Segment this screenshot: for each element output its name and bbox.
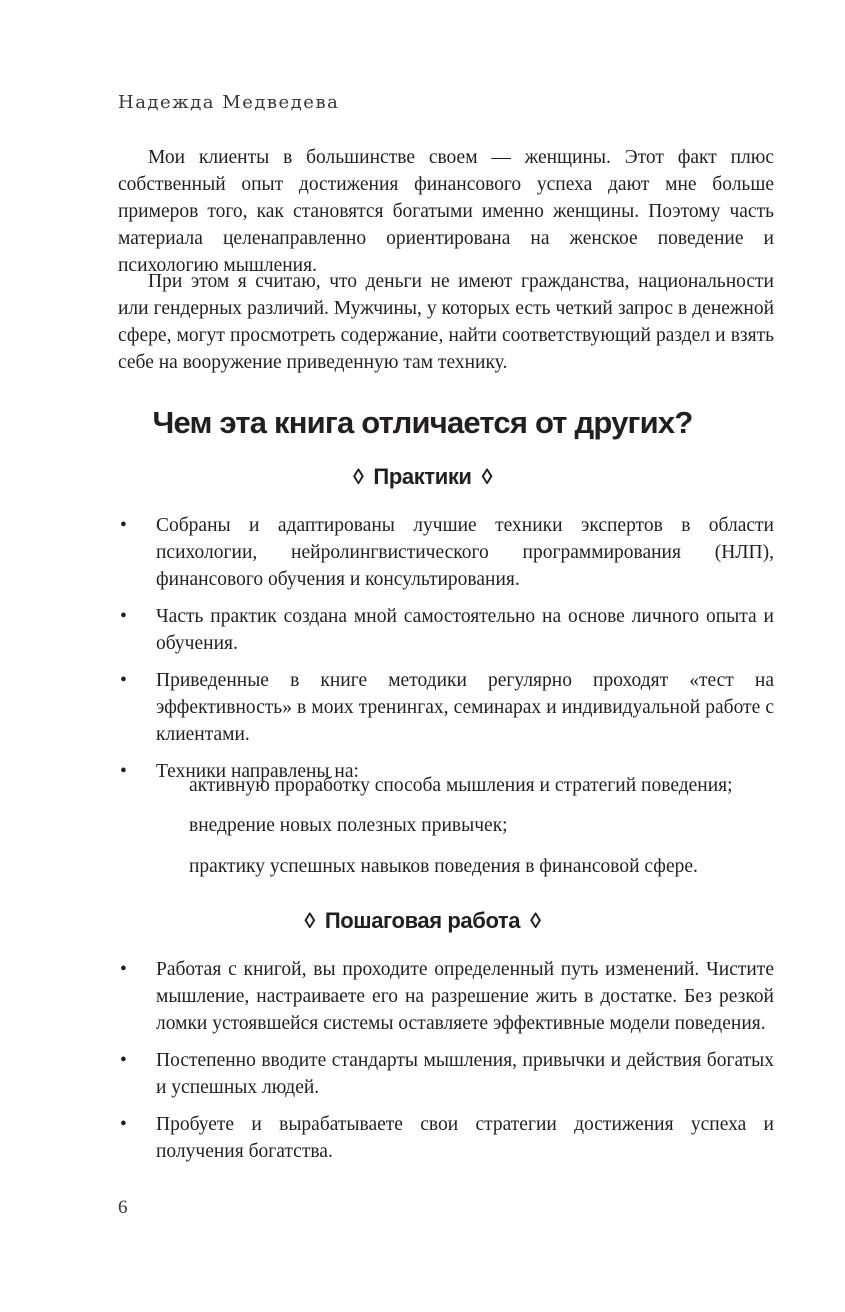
diamond-ornament-icon: ◊ <box>481 464 493 489</box>
list-item-text: Собраны и адаптированы лучшие техники экспертов в области психологии, нейролингвистического программирования (НЛП), финансового обучения и консультирования. <box>156 515 774 590</box>
sub-list-item: активную проработку способа мышления и стратегий поведения; <box>189 775 733 796</box>
list-item-text: Приведенные в книге методики регулярно проходят «тест на эффективность» в моих тренингах, семинарах и индивидуальной работе с клиентами. <box>156 670 774 745</box>
bullet-icon: • <box>120 606 127 627</box>
sub-list-item: практику успешных навыков поведения в финансовой сфере. <box>189 856 698 877</box>
list-item <box>118 667 774 748</box>
step-by-step-list <box>118 956 774 1175</box>
list-item-text: Работая с книгой, вы проходите определенный путь изменений. Чистите мышление, настраиваете его на разрешение жить в достатке. Без резкой ломки устоявшейся системы оставляете эффективные модели поведения. <box>156 959 774 1034</box>
intro-paragraph-2: При этом я считаю, что деньги не имеют гражданства, национальности или гендерных различий. Мужчины, у которых есть четкий запрос в денежной сфере, могут просмотреть содержание, найти соответствующий раздел и взять себе на вооружение приведенную там технику. <box>118 271 774 373</box>
bullet-icon: • <box>120 1050 127 1071</box>
practices-list <box>118 512 774 795</box>
section-title-practices <box>0 464 845 490</box>
intro-paragraph-1: Мои клиенты в большинстве своем — женщины. Этот факт плюс собственный опыт достижения финансового успеха дают мне больше примеров того, как становятся богатыми именно женщины. Поэтому часть материала целенаправленно ориентирована на женское поведение и психологию мышления. <box>118 147 774 276</box>
list-item-text: Техники направлены на: <box>156 761 359 782</box>
diamond-ornament-icon: ◊ <box>530 908 541 933</box>
diamond-ornament-icon: ◊ <box>352 464 364 489</box>
bullet-icon: • <box>120 515 127 536</box>
list-item <box>118 1111 774 1165</box>
list-item-text: Постепенно вводите стандарты мышления, привычки и действия богатых и успешных людей. <box>156 1050 774 1098</box>
section-title-text: Пошаговая работа <box>324 908 521 933</box>
list-item <box>118 1047 774 1101</box>
diamond-ornament-icon: ◊ <box>304 908 315 933</box>
list-item-text: Часть практик создана мной самостоятельно на основе личного опыта и обучения. <box>156 606 774 654</box>
section-title-step-by-step <box>0 908 845 934</box>
page-number: 6 <box>118 1197 128 1218</box>
list-item <box>118 603 774 657</box>
list-item-text: Пробуете и вырабатываете свои стратегии достижения успеха и получения богатства. <box>156 1114 774 1162</box>
chapter-title: Чем эта книга отличается от других? <box>152 405 693 440</box>
list-item <box>118 512 774 593</box>
bullet-icon: • <box>120 1114 127 1135</box>
sub-list-item: внедрение новых полезных привычек; <box>189 815 508 836</box>
bullet-icon: • <box>120 959 127 980</box>
bullet-icon: • <box>120 761 127 782</box>
list-item <box>118 956 774 1037</box>
running-head-author: Надежда Медведева <box>118 92 340 113</box>
bullet-icon: • <box>120 670 127 691</box>
section-title-text: Практики <box>373 464 472 489</box>
